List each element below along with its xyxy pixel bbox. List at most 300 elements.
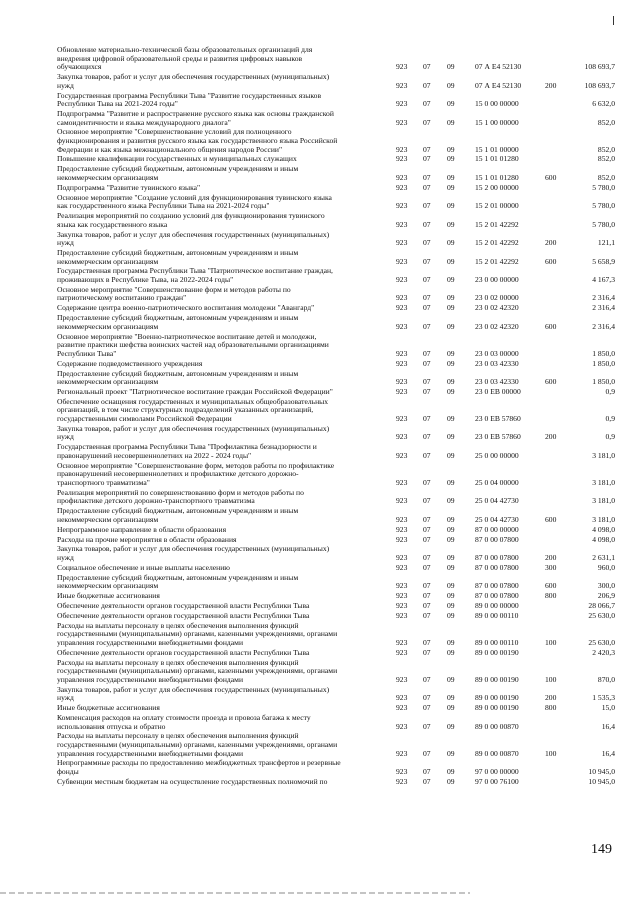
table-row [0,165,638,182]
subsection-code: 09 [447,321,455,331]
row-name-line: управления государственными внебюджетными фондами [57,749,244,758]
target-article-code: 15 1 00 00000 [475,117,519,127]
subsection-code: 09 [447,477,455,487]
table-row [0,425,638,442]
row-name [57,128,390,154]
table-row [0,249,638,266]
ministry-code: 923 [396,693,408,703]
row-name-line: Предоставление субсидий бюджетным, автономным учреждениям и иным [57,165,299,174]
section-code: 07 [423,144,431,154]
row-name-line: нужд [57,694,74,703]
row-name [57,686,390,703]
section-code: 07 [423,321,431,331]
row-name-line: государственными (муниципальными) органами, казенными учреждениями, органами [57,740,338,749]
target-article-code: 89 0 00 00110 [475,610,519,620]
table-row [0,92,638,109]
ministry-code: 923 [396,303,408,313]
ministry-code: 923 [396,172,408,182]
subsection-code: 09 [447,238,455,248]
row-name-line: Расходы на выплаты персоналу в целях обеспечения выполнения функций [57,732,299,741]
amount: 25 630,0 [588,637,615,647]
row-name-line: государственными (муниципальными) органами, казенными учреждениями, органами [57,667,338,676]
row-name-line: Основное мероприятие "Создание условий для функционирования тувинского языка [57,193,332,202]
section-code: 07 [423,610,431,620]
row-name-line: нужд [57,553,74,562]
subsection-code: 09 [447,80,455,90]
row-name-line: Обеспечение деятельности органов государственной власти Республики Тыва [57,611,310,620]
amount: 0,9 [605,413,615,423]
subsection-code: 09 [447,721,455,731]
subsection-code: 09 [447,496,455,506]
subsection-code: 09 [447,748,455,758]
subsection-code: 09 [447,117,455,127]
target-article-code: 23 0 00 00000 [475,274,519,284]
section-code: 07 [423,62,431,72]
ministry-code: 923 [396,321,408,331]
target-article-code: 23 0 03 42330 [475,358,519,368]
table-row [0,602,638,611]
table-row [0,759,638,776]
table-row [0,398,638,424]
subsection-code: 09 [447,693,455,703]
row-name-line: Основное мероприятие "Совершенствование условий для полноценного [57,128,292,137]
row-name [57,564,390,573]
section-code: 07 [423,524,431,534]
subsection-code: 09 [447,377,455,387]
amount: 3 181,0 [592,477,615,487]
expense-type-code: 200 [545,80,557,90]
row-name-line: профилактике детского дорожно-транспортного травматизма [57,497,255,506]
row-name-line: Закупка товаров, работ и услуг для обеспечения государственных (муниципальных) [57,545,330,554]
subsection-code: 09 [447,767,455,777]
subsection-code: 09 [447,348,455,358]
ministry-code: 923 [396,534,408,544]
table-row [0,686,638,703]
amount: 960,0 [597,562,615,572]
ministry-code: 923 [396,552,408,562]
row-name [57,314,390,331]
table-row [0,545,638,562]
table-row [0,564,638,573]
ministry-code: 923 [396,293,408,303]
section-code: 07 [423,172,431,182]
ministry-code: 923 [396,721,408,731]
table-row [0,592,638,601]
target-article-code: 23 0 EB 57860 [475,432,521,442]
subsection-code: 09 [447,219,455,229]
row-name-line: Реализация мероприятий по совершенствованию форм и методов работы по [57,488,304,497]
table-row [0,212,638,229]
table-row [0,507,638,524]
ministry-code: 923 [396,496,408,506]
row-name [57,370,390,387]
row-name-line: Предоставление субсидий бюджетным, автономным учреждениям и иным [57,507,299,516]
section-code: 07 [423,80,431,90]
target-article-code: 25 0 00 00000 [475,450,519,460]
target-article-code: 97 0 00 00000 [475,767,519,777]
table-row [0,443,638,460]
section-code: 07 [423,377,431,387]
amount: 28 066,7 [588,601,615,610]
table-row [0,46,638,72]
section-code: 07 [423,219,431,229]
row-name [57,333,390,359]
subsection-code: 09 [447,534,455,544]
row-name-line: Основное мероприятие "Совершенствование форм и методов работы по [57,285,291,294]
row-name-line: Закупка товаров, работ и услуг для обеспечения государственных (муниципальных) [57,685,330,694]
amount: 4 098,0 [592,534,615,544]
subsection-code: 09 [447,674,455,684]
table-row [0,388,638,397]
row-name-line: Федерации и как языка межнационального общения народов России" [57,145,283,154]
row-name-line: Социальное обеспечение и иные выплаты населению [57,563,230,572]
row-name-line: Закупка товаров, работ и услуг для обеспечения государственных (муниципальных) [57,424,330,433]
row-name-line: Основное мероприятие "Военно-патриотическое воспитание детей и молодежи, [57,332,317,341]
table-row [0,526,638,535]
row-name [57,536,390,545]
section-code: 07 [423,154,431,164]
amount: 15,0 [601,703,615,713]
row-name-line: Расходы на прочие мероприятия в области образования [57,535,237,544]
amount: 300,0 [597,581,615,591]
target-article-code: 15 2 01 42292 [475,219,519,229]
table-row [0,732,638,758]
section-code: 07 [423,534,431,544]
ministry-code: 923 [396,477,408,487]
subsection-code: 09 [447,303,455,313]
row-name-line: использования отпуска и обратно [57,722,166,731]
section-code: 07 [423,693,431,703]
section-code: 07 [423,767,431,777]
table-row [0,155,638,164]
row-name [57,388,390,397]
target-article-code: 15 1 01 00000 [475,144,519,154]
table-row [0,649,638,658]
row-name [57,759,390,776]
row-name [57,462,390,488]
amount: 5 780,0 [592,182,615,192]
ministry-code: 923 [396,647,408,657]
row-name-line: Государственная программа Республики Тыва "Развитие государственных языков [57,91,322,100]
target-article-code: 89 0 00 00190 [475,703,519,713]
row-name-line: Обновление материально-технической базы образовательных организаций для [57,46,313,54]
row-name-line: Обеспечение деятельности органов государственной власти Республики Тыва [57,602,310,610]
section-code: 07 [423,450,431,460]
row-name-line: Содержание центра военно-патриотического воспитания молодежи "Авангард" [57,304,315,313]
row-name-line: Подпрограмма "Развитие и распространение русского языка как основы гражданской [57,109,334,118]
section-code: 07 [423,348,431,358]
row-name [57,73,390,90]
row-name-line: правонарушений несовершеннолетних и профилактике детского дорожно- [57,470,299,479]
section-code: 07 [423,293,431,303]
row-name-line: фонды [57,768,79,777]
row-name [57,489,390,506]
ministry-code: 923 [396,182,408,192]
row-name-line: развитие практики шефства воинских частей над образовательными организациями [57,341,329,350]
section-code: 07 [423,432,431,442]
row-name-line: некоммерческим организациям [57,515,159,524]
table-row [0,73,638,90]
expense-type-code: 600 [545,377,557,387]
amount: 5 658,9 [592,256,615,266]
amount: 4 098,0 [592,524,615,534]
ministry-code: 923 [396,767,408,777]
table-row [0,314,638,331]
target-article-code: 87 0 00 07800 [475,581,519,591]
row-name-line: Обеспечение деятельности органов государственной власти Республики Тыва [57,648,310,657]
row-name-line: Иные бюджетные ассигнования [57,704,160,713]
amount: 121,1 [597,238,615,248]
target-article-code: 89 0 00 00190 [475,674,519,684]
table-row [0,574,638,591]
target-article-code: 89 0 00 00870 [475,721,519,731]
section-code: 07 [423,601,431,610]
amount: 852,0 [597,117,615,127]
page-number: 149 [591,842,612,857]
target-article-code: 97 0 00 76100 [475,776,519,786]
row-name-line: Расходы на выплаты персоналу в целях обеспечения выполнения функций [57,621,299,630]
expense-type-code: 200 [545,238,557,248]
scan-artifact [0,892,470,894]
subsection-code: 09 [447,637,455,647]
table-row [0,333,638,359]
amount: 0,9 [605,386,615,396]
section-code: 07 [423,201,431,211]
amount: 870,0 [597,674,615,684]
table-row [0,286,638,303]
row-name-line: Компенсация расходов на оплату стоимости проезда и провоза багажа к месту [57,713,311,722]
row-name-line: Непрограммное направление в области образования [57,525,227,534]
row-name-line: Субвенции местным бюджетам на осуществление государственных полномочий по [57,777,328,786]
row-name [57,110,390,127]
table-row [0,778,638,787]
table-row [0,612,638,621]
row-name-line: Закупка товаров, работ и услуг для обеспечения государственных (муниципальных) [57,73,330,82]
target-article-code: 25 0 04 42730 [475,514,519,524]
target-article-code: 23 0 02 00000 [475,293,519,303]
row-name [57,194,390,211]
ministry-code: 923 [396,386,408,396]
subsection-code: 09 [447,524,455,534]
target-article-code: 89 0 00 00190 [475,647,519,657]
row-name [57,592,390,601]
row-name-line: некоммерческим организациям [57,257,159,266]
row-name-line: государственными (муниципальными) органами, казенными учреждениями, органами [57,630,338,639]
subsection-code: 09 [447,154,455,164]
row-name [57,649,390,658]
subsection-code: 09 [447,172,455,182]
row-name-line: транспортного травматизма" [57,478,150,487]
ministry-code: 923 [396,348,408,358]
amount: 2 316,4 [592,293,615,303]
row-name-line: некоммерческим организациям [57,378,159,387]
table-row [0,360,638,369]
amount: 10 945,0 [588,767,615,777]
row-name-line: Государственная программа Республики Тыва "Профилактика безнадзорности и [57,443,317,452]
ministry-code: 923 [396,377,408,387]
row-name-line: Непрограммные расходы по предоставлению межбюджетных трансфертов и резервные [57,759,341,768]
section-code: 07 [423,99,431,109]
row-name [57,46,390,72]
target-article-code: 25 0 04 00000 [475,477,519,487]
ministry-code: 923 [396,256,408,266]
subsection-code: 09 [447,182,455,192]
row-name [57,165,390,182]
section-code: 07 [423,477,431,487]
row-name-line: Расходы на выплаты персоналу в целях обеспечения выполнения функций [57,658,299,667]
ministry-code: 923 [396,524,408,534]
row-name [57,622,390,648]
row-name [57,231,390,248]
amount: 3 181,0 [592,450,615,460]
ministry-code: 923 [396,413,408,423]
table-row [0,231,638,248]
row-name-line: Иные бюджетные ассигнования [57,592,160,601]
target-article-code: 23 0 EB 57860 [475,413,521,423]
row-name [57,714,390,731]
expense-type-code: 600 [545,321,557,331]
row-name-line: управления государственными внебюджетными фондами [57,675,244,684]
table-row [0,194,638,211]
target-article-code: 23 0 EB 00000 [475,386,521,396]
target-article-code: 15 2 01 00000 [475,201,519,211]
row-name [57,249,390,266]
ministry-code: 923 [396,80,408,90]
row-name-line: Закупка товаров, работ и услуг для обеспечения государственных (муниципальных) [57,230,330,239]
amount: 1 850,0 [592,358,615,368]
row-name-line: Региональный проект "Патриотическое воспитание граждан Российской Федерации" [57,387,333,396]
target-article-code: 23 0 02 42320 [475,321,519,331]
target-article-code: 89 0 00 00000 [475,601,519,610]
row-name-line: Содержание подведомственного учреждения [57,359,203,368]
expense-type-code: 300 [545,562,557,572]
row-name [57,398,390,424]
expense-type-code: 600 [545,172,557,182]
section-code: 07 [423,581,431,591]
row-name-line: Предоставление субсидий бюджетным, автономным учреждениям и иным [57,573,299,582]
amount: 3 181,0 [592,514,615,524]
target-article-code: 15 0 00 00000 [475,99,519,109]
table-row [0,622,638,648]
row-name [57,184,390,193]
table-row [0,489,638,506]
ministry-code: 923 [396,562,408,572]
row-name-line: нужд [57,433,74,442]
row-name [57,602,390,611]
ministry-code: 923 [396,219,408,229]
section-code: 07 [423,303,431,313]
row-name [57,659,390,685]
row-name [57,574,390,591]
row-name-line: Государственная программа Республики Тыва "Патриотическое воспитание граждан, [57,267,333,276]
target-article-code: 23 0 02 42320 [475,303,519,313]
table-row [0,304,638,313]
row-name-line: Подпрограмма "Развитие тувинского языка" [57,183,201,192]
section-code: 07 [423,552,431,562]
subsection-code: 09 [447,201,455,211]
table-row [0,536,638,545]
row-name-line: некоммерческим организациям [57,173,159,182]
section-code: 07 [423,703,431,713]
target-article-code: 89 0 00 00870 [475,748,519,758]
target-article-code: 15 1 01 01280 [475,154,519,164]
row-name-line: управления государственными внебюджетными фондами [57,638,244,647]
target-article-code: 87 0 00 07800 [475,591,519,601]
expense-type-code: 800 [545,703,557,713]
subsection-code: 09 [447,601,455,610]
row-name [57,778,390,787]
row-name-line: некоммерческим организациям [57,582,159,591]
ministry-code: 923 [396,358,408,368]
amount: 3 181,0 [592,496,615,506]
row-name [57,443,390,460]
subsection-code: 09 [447,413,455,423]
ministry-code: 923 [396,637,408,647]
amount: 108 693,7 [584,62,615,72]
target-article-code: 87 0 00 07800 [475,552,519,562]
row-name-line: нужд [57,81,74,90]
amount: 206,9 [597,591,615,601]
row-name [57,732,390,758]
section-code: 07 [423,413,431,423]
subsection-code: 09 [447,776,455,786]
table-row [0,462,638,488]
ministry-code: 923 [396,610,408,620]
expense-type-code: 100 [545,748,557,758]
amount: 108 693,7 [584,80,615,90]
row-name-line: функционирования и развития русского языка как государственного языка Российской [57,136,338,145]
section-code: 07 [423,514,431,524]
ministry-code: 923 [396,591,408,601]
subsection-code: 09 [447,552,455,562]
subsection-code: 09 [447,293,455,303]
target-article-code: 07 А Е4 52130 [475,62,522,72]
row-name [57,425,390,442]
section-code: 07 [423,496,431,506]
section-code: 07 [423,238,431,248]
section-code: 07 [423,637,431,647]
expense-type-code: 800 [545,591,557,601]
amount: 25 630,0 [588,610,615,620]
section-code: 07 [423,776,431,786]
row-name [57,545,390,562]
row-name-line: Предоставление субсидий бюджетным, автономным учреждениям и иным [57,369,299,378]
table-row [0,110,638,127]
target-article-code: 23 0 03 00000 [475,348,519,358]
section-code: 07 [423,386,431,396]
row-name [57,155,390,164]
ministry-code: 923 [396,201,408,211]
section-code: 07 [423,274,431,284]
expense-type-code: 100 [545,674,557,684]
row-name [57,360,390,369]
ministry-code: 923 [396,450,408,460]
subsection-code: 09 [447,99,455,109]
row-name-line: Предоставление субсидий бюджетным, автономным учреждениям и иным [57,314,299,323]
ministry-code: 923 [396,274,408,284]
section-code: 07 [423,647,431,657]
ministry-code: 923 [396,601,408,610]
expense-type-code: 600 [545,581,557,591]
target-article-code: 87 0 00 07800 [475,562,519,572]
section-code: 07 [423,674,431,684]
section-code: 07 [423,358,431,368]
target-article-code: 15 1 01 01280 [475,172,519,182]
row-name-line: правонарушений несовершеннолетних на 2022 - 2024 годы" [57,451,252,460]
row-name-line: организаций, в том числе структурных подразделений указанных организаций, [57,406,314,415]
section-code: 07 [423,256,431,266]
row-name [57,526,390,535]
